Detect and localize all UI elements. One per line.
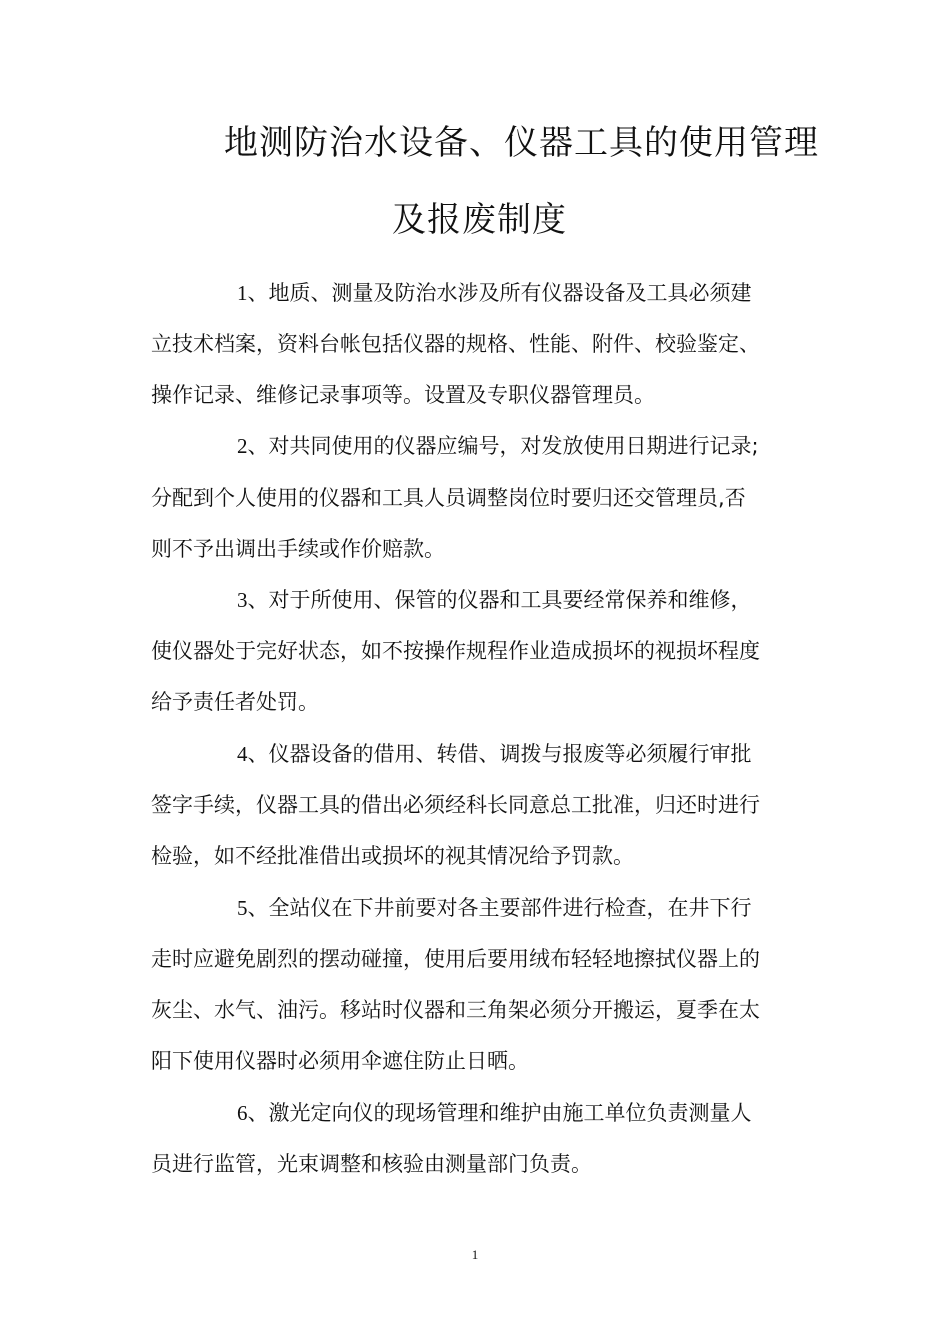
paragraph-5-line-1: 5、全站仪在下井前要对各主要部件进行检查，在井下行 — [237, 896, 752, 920]
paragraph-2-number: 2 — [237, 434, 248, 458]
paragraph-5-number: 5 — [237, 896, 248, 920]
document-title-line-2: 及报废制度 — [392, 200, 567, 240]
paragraph-4-line-2: 签字手续，仪器工具的借出必须经科长同意总工批准，归还时进行 — [151, 793, 760, 817]
paragraph-6-number: 6 — [237, 1101, 248, 1125]
paragraph-2-line-3: 则不予出调出手续或作价赔款。 — [151, 537, 445, 561]
paragraph-6-line-1: 6、激光定向仪的现场管理和维护由施工单位负责测量人 — [237, 1101, 752, 1125]
paragraph-3-line-1: 3、对于所使用、保管的仪器和工具要经常保养和维修， — [237, 588, 752, 612]
paragraph-3-line-2: 使仪器处于完好状态，如不按操作规程作业造成损坏的视损坏程度 — [151, 639, 760, 663]
paragraph-5-line-4: 阳下使用仪器时必须用伞遮住防止日晒。 — [151, 1049, 529, 1073]
paragraph-1-line-2: 立技术档案，资料台帐包括仪器的规格、性能、附件、校验鉴定、 — [151, 332, 760, 356]
paragraph-6-line-2: 员进行监管，光束调整和核验由测量部门负责。 — [151, 1152, 592, 1176]
paragraph-4-line-3: 检验，如不经批准借出或损坏的视其情况给予罚款。 — [151, 844, 634, 868]
paragraph-1-number: 1 — [237, 281, 248, 305]
paragraph-2-line-1: 2、对共同使用的仪器应编号，对发放使用日期进行记录; — [237, 434, 759, 458]
document-title-line-1: 地测防治水设备、仪器工具的使用管理 — [224, 123, 819, 163]
paragraph-2-line-2: 分配到个人使用的仪器和工具人员调整岗位时要归还交管理员,否 — [151, 486, 746, 510]
paragraph-1-line-1: 1、地质、测量及防治水涉及所有仪器设备及工具必须建 — [237, 281, 752, 305]
page-number: 1 — [471, 1247, 479, 1262]
paragraph-5-line-3: 灰尘、水气、油污。移站时仪器和三角架必须分开搬运，夏季在太 — [151, 998, 760, 1022]
paragraph-3-line-3: 给予责任者处罚。 — [151, 690, 319, 714]
paragraph-3-number: 3 — [237, 588, 248, 612]
paragraph-4-line-1: 4、仪器设备的借用、转借、调拨与报废等必须履行审批 — [237, 742, 752, 766]
paragraph-5-line-2: 走时应避免剧烈的摆动碰撞，使用后要用绒布轻轻地擦拭仪器上的 — [151, 947, 760, 971]
paragraph-4-number: 4 — [237, 742, 248, 766]
paragraph-1-line-3: 操作记录、维修记录事项等。设置及专职仪器管理员。 — [151, 383, 655, 407]
